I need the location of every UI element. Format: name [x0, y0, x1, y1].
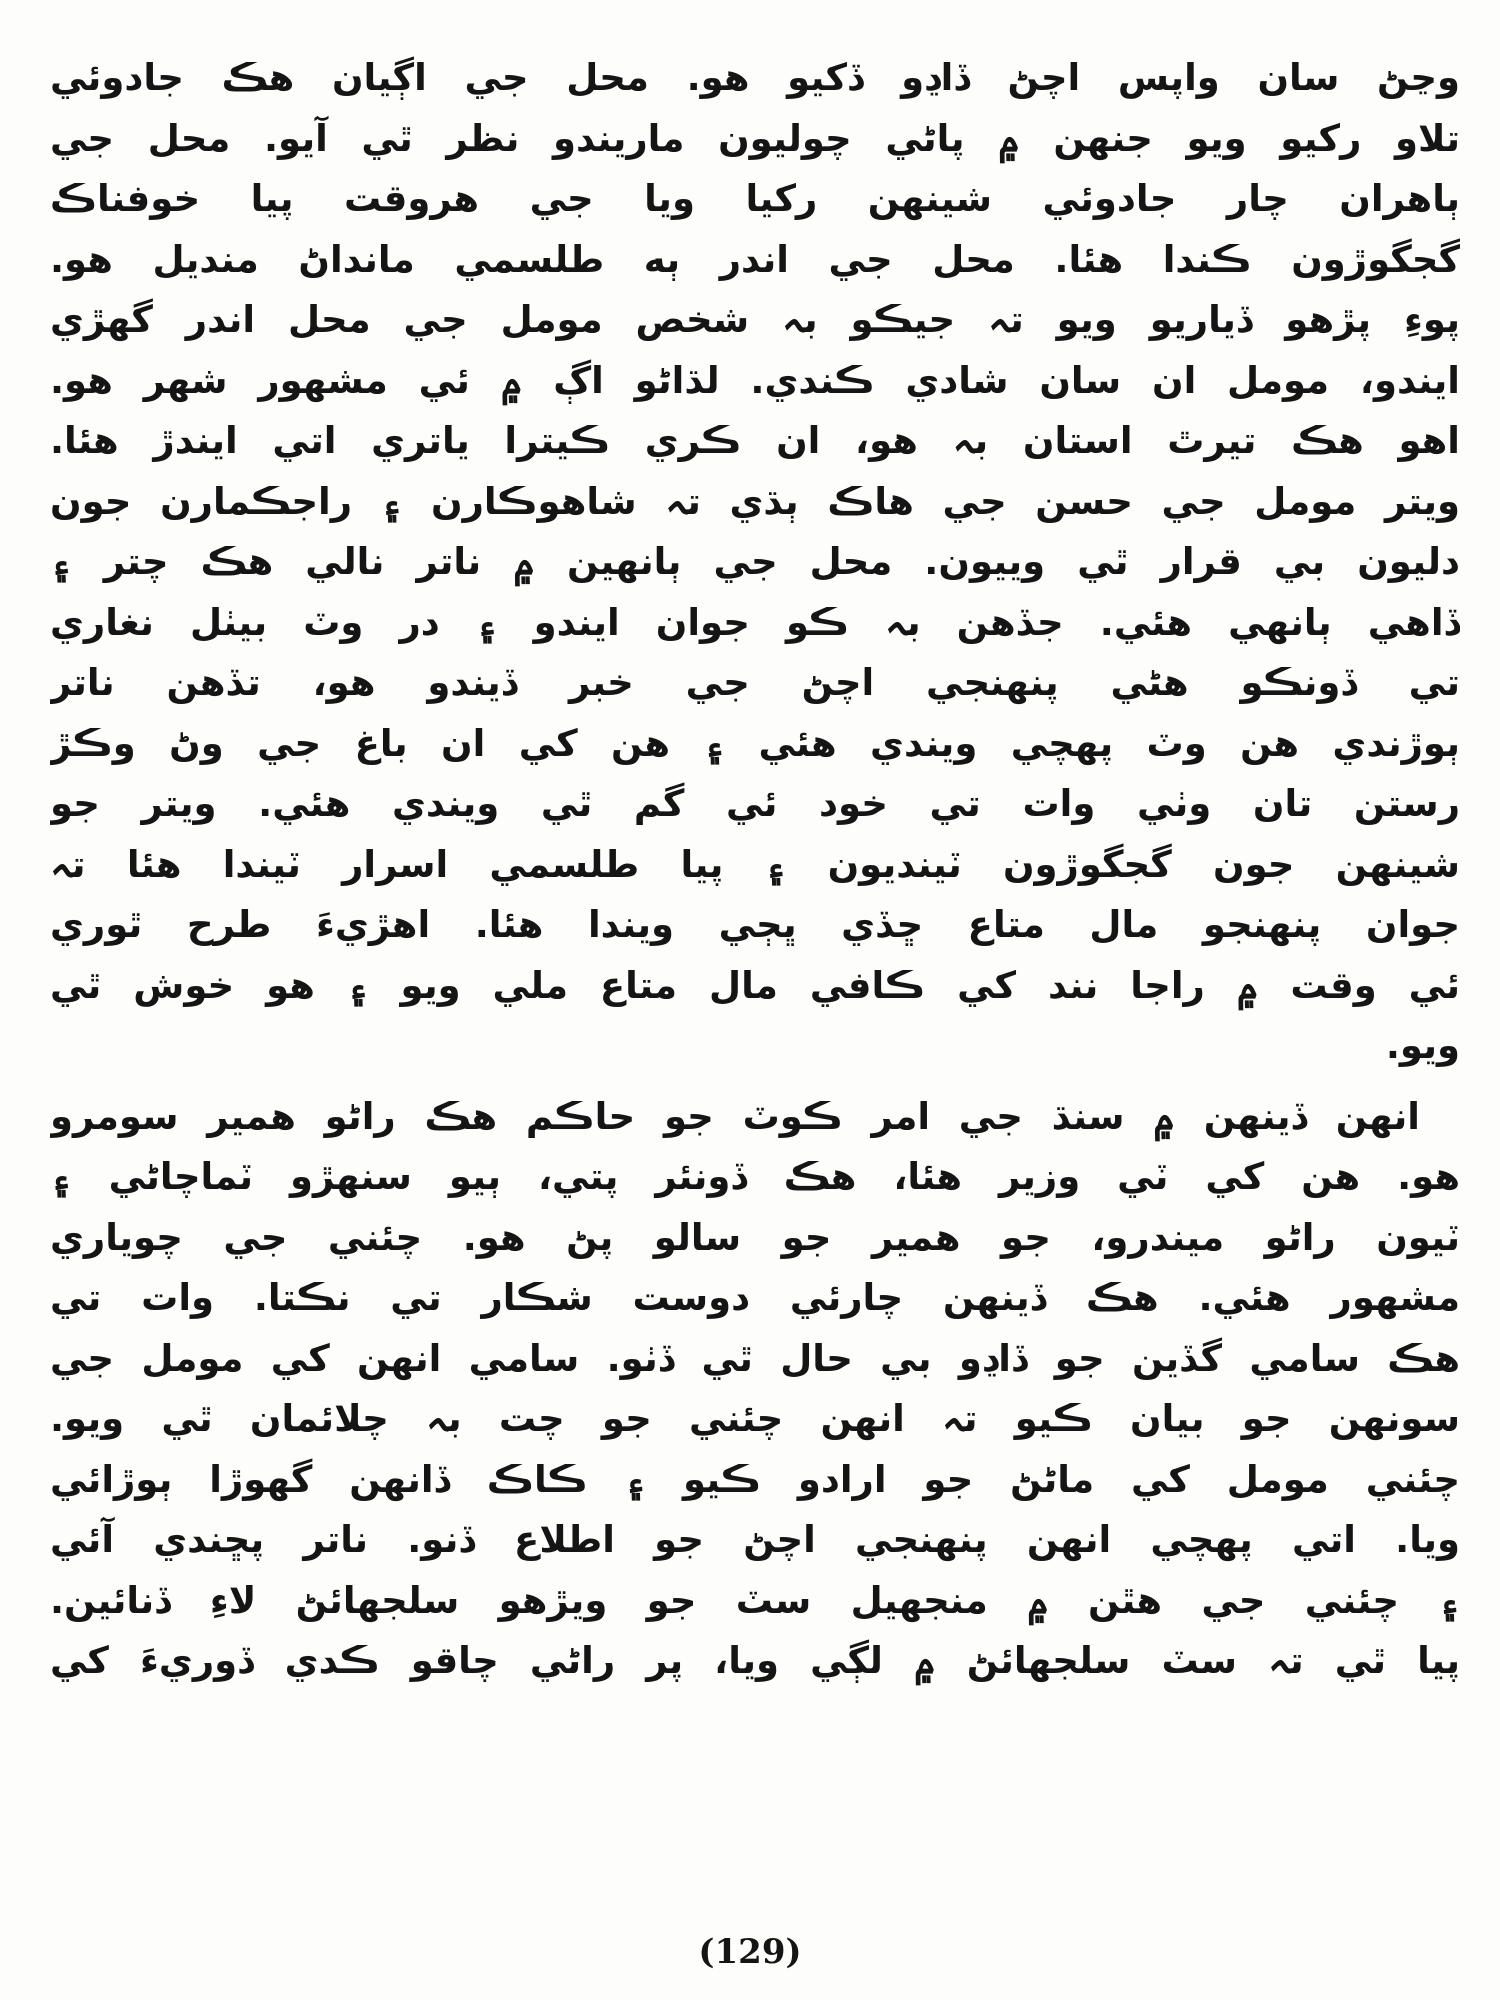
text-line: رستن تان وٺي وات تي خود ئي گم ٿي ويندي هئي. ويتر جو: [50, 782, 1460, 825]
text-line: دليون بي قرار ٿي وييون. محل جي ٻانهين ۾ ناتر نالي هڪ چتر ۽: [50, 540, 1460, 583]
text-line: پوءِ پڙهو ڏياريو ويو تہ جيڪو بہ شخص مومل جي محل اندر گهڙي: [50, 298, 1460, 341]
text-line: جوان پنهنجو مال متاع ڇڏي ڀڄي ويندا هئا. اهڙيءَ طرح ٿوري: [50, 903, 1460, 946]
text-line: ايندو، مومل ان سان شادي ڪندي. لڌاڻو اڳ ۾ ئي مشهور شهر هو.: [50, 358, 1460, 402]
text-line: گجگوڙون ڪندا هئا. محل جي اندر ٻه طلسمي مانداڻ منديل هو.: [50, 237, 1460, 281]
text-line: ٽيون راڻو ميندرو، جو همير جو سالو پڻ هو. چئني جي چوياري: [50, 1215, 1460, 1259]
text-line: سونهن جو بيان ڪيو تہ انهن چئني جو چت بہ چلائمان ٿي ويو.: [50, 1397, 1460, 1440]
text-line: وڃڻ سان واپس اچڻ ڏاڍو ڏکيو هو. محل جي اڳيان هڪ جادوئي: [50, 56, 1460, 99]
paragraph-1: [50, 48, 1460, 1077]
body-text: [50, 48, 1460, 1692]
text-line: شينهن جون گجگوڙون ٽينديون ۽ پيا طلسمي اسرار ٽيندا هئا تہ: [50, 842, 1460, 886]
text-line: ٻوڙندي هن وٽ پهچي ويندي هئي ۽ هن کي ان باغ جي وڻ وڪڙ: [50, 721, 1460, 765]
text-line: ئي وقت ۾ راجا نند کي ڪافي مال متاع ملي ويو ۽ هو خوش ٿي: [50, 963, 1460, 1007]
text-line: ويو.: [1385, 1024, 1460, 1067]
paragraph-gap: [50, 1077, 1460, 1087]
page-number: (129): [698, 1932, 802, 1972]
text-line: اهو هڪ تيرٿ استان بہ هو، ان ڪري ڪيترا ياتري اتي ايندڙ هئا.: [50, 419, 1460, 462]
text-line: تلاو رکيو ويو جنهن ۾ پاڻي چوليون ماريندو نظر ٿي آيو. محل جي: [50, 116, 1460, 160]
text-line: هڪ سامي گڏين جو ڏاڍو بي حال ٿي ڏٺو. سامي انهن کي مومل جي: [50, 1336, 1460, 1380]
text-line: ۽ چئني جي هٿن ۾ منجهيل سٽ جو ويڙهو سلجهائڻ لاءِ ڏنائين.: [50, 1578, 1460, 1622]
text-line: چئني مومل کي ماڻڻ جو ارادو ڪيو ۽ ڪاڪ ڏانهن گهوڙا ٻوڙائي: [50, 1457, 1460, 1501]
text-line: تي ڏونڪو هڻي پنهنجي اچڻ جي خبر ڏيندو هو، تڏهن ناتر: [50, 661, 1460, 704]
text-line: ويا. اتي پهچي انهن پنهنجي اچڻ جو اطلاع ڏنو. ناتر پڇندي آئي: [50, 1518, 1460, 1561]
text-line: ٻاهران چار جادوئي شينهن رکيا ويا جي هروقت پيا خوفناڪ: [50, 177, 1460, 220]
text-line: ڏاهي ٻانهي هئي. جڏهن بہ ڪو جوان ايندو ۽ در وٽ بيٺل نغاري: [50, 600, 1460, 644]
paragraph-2: [50, 1087, 1460, 1692]
text-line: مشهور هئي. هڪ ڏينهن چارئي دوست شڪار تي نڪتا. وات تي: [50, 1276, 1460, 1319]
text-line: هو. هن کي ٽي وزير هئا، هڪ ڏونئر پتي، ٻيو سنهڙو ٽماچاڻي ۽: [50, 1155, 1460, 1198]
text-line: انهن ڏينهن ۾ سنڌ جي امر ڪوٽ جو حاڪم هڪ راڻو همير سومرو: [50, 1094, 1420, 1138]
text-line: ويتر مومل جي حسن جي هاڪ ٻڌي تہ شاهوڪارن ۽ راجڪمارن جون: [50, 479, 1460, 523]
text-line: پيا ٿي تہ سٽ سلجهائڻ ۾ لڳي ويا، پر راڻي چاقو ڪدي ڏوريءَ کي: [50, 1639, 1460, 1682]
